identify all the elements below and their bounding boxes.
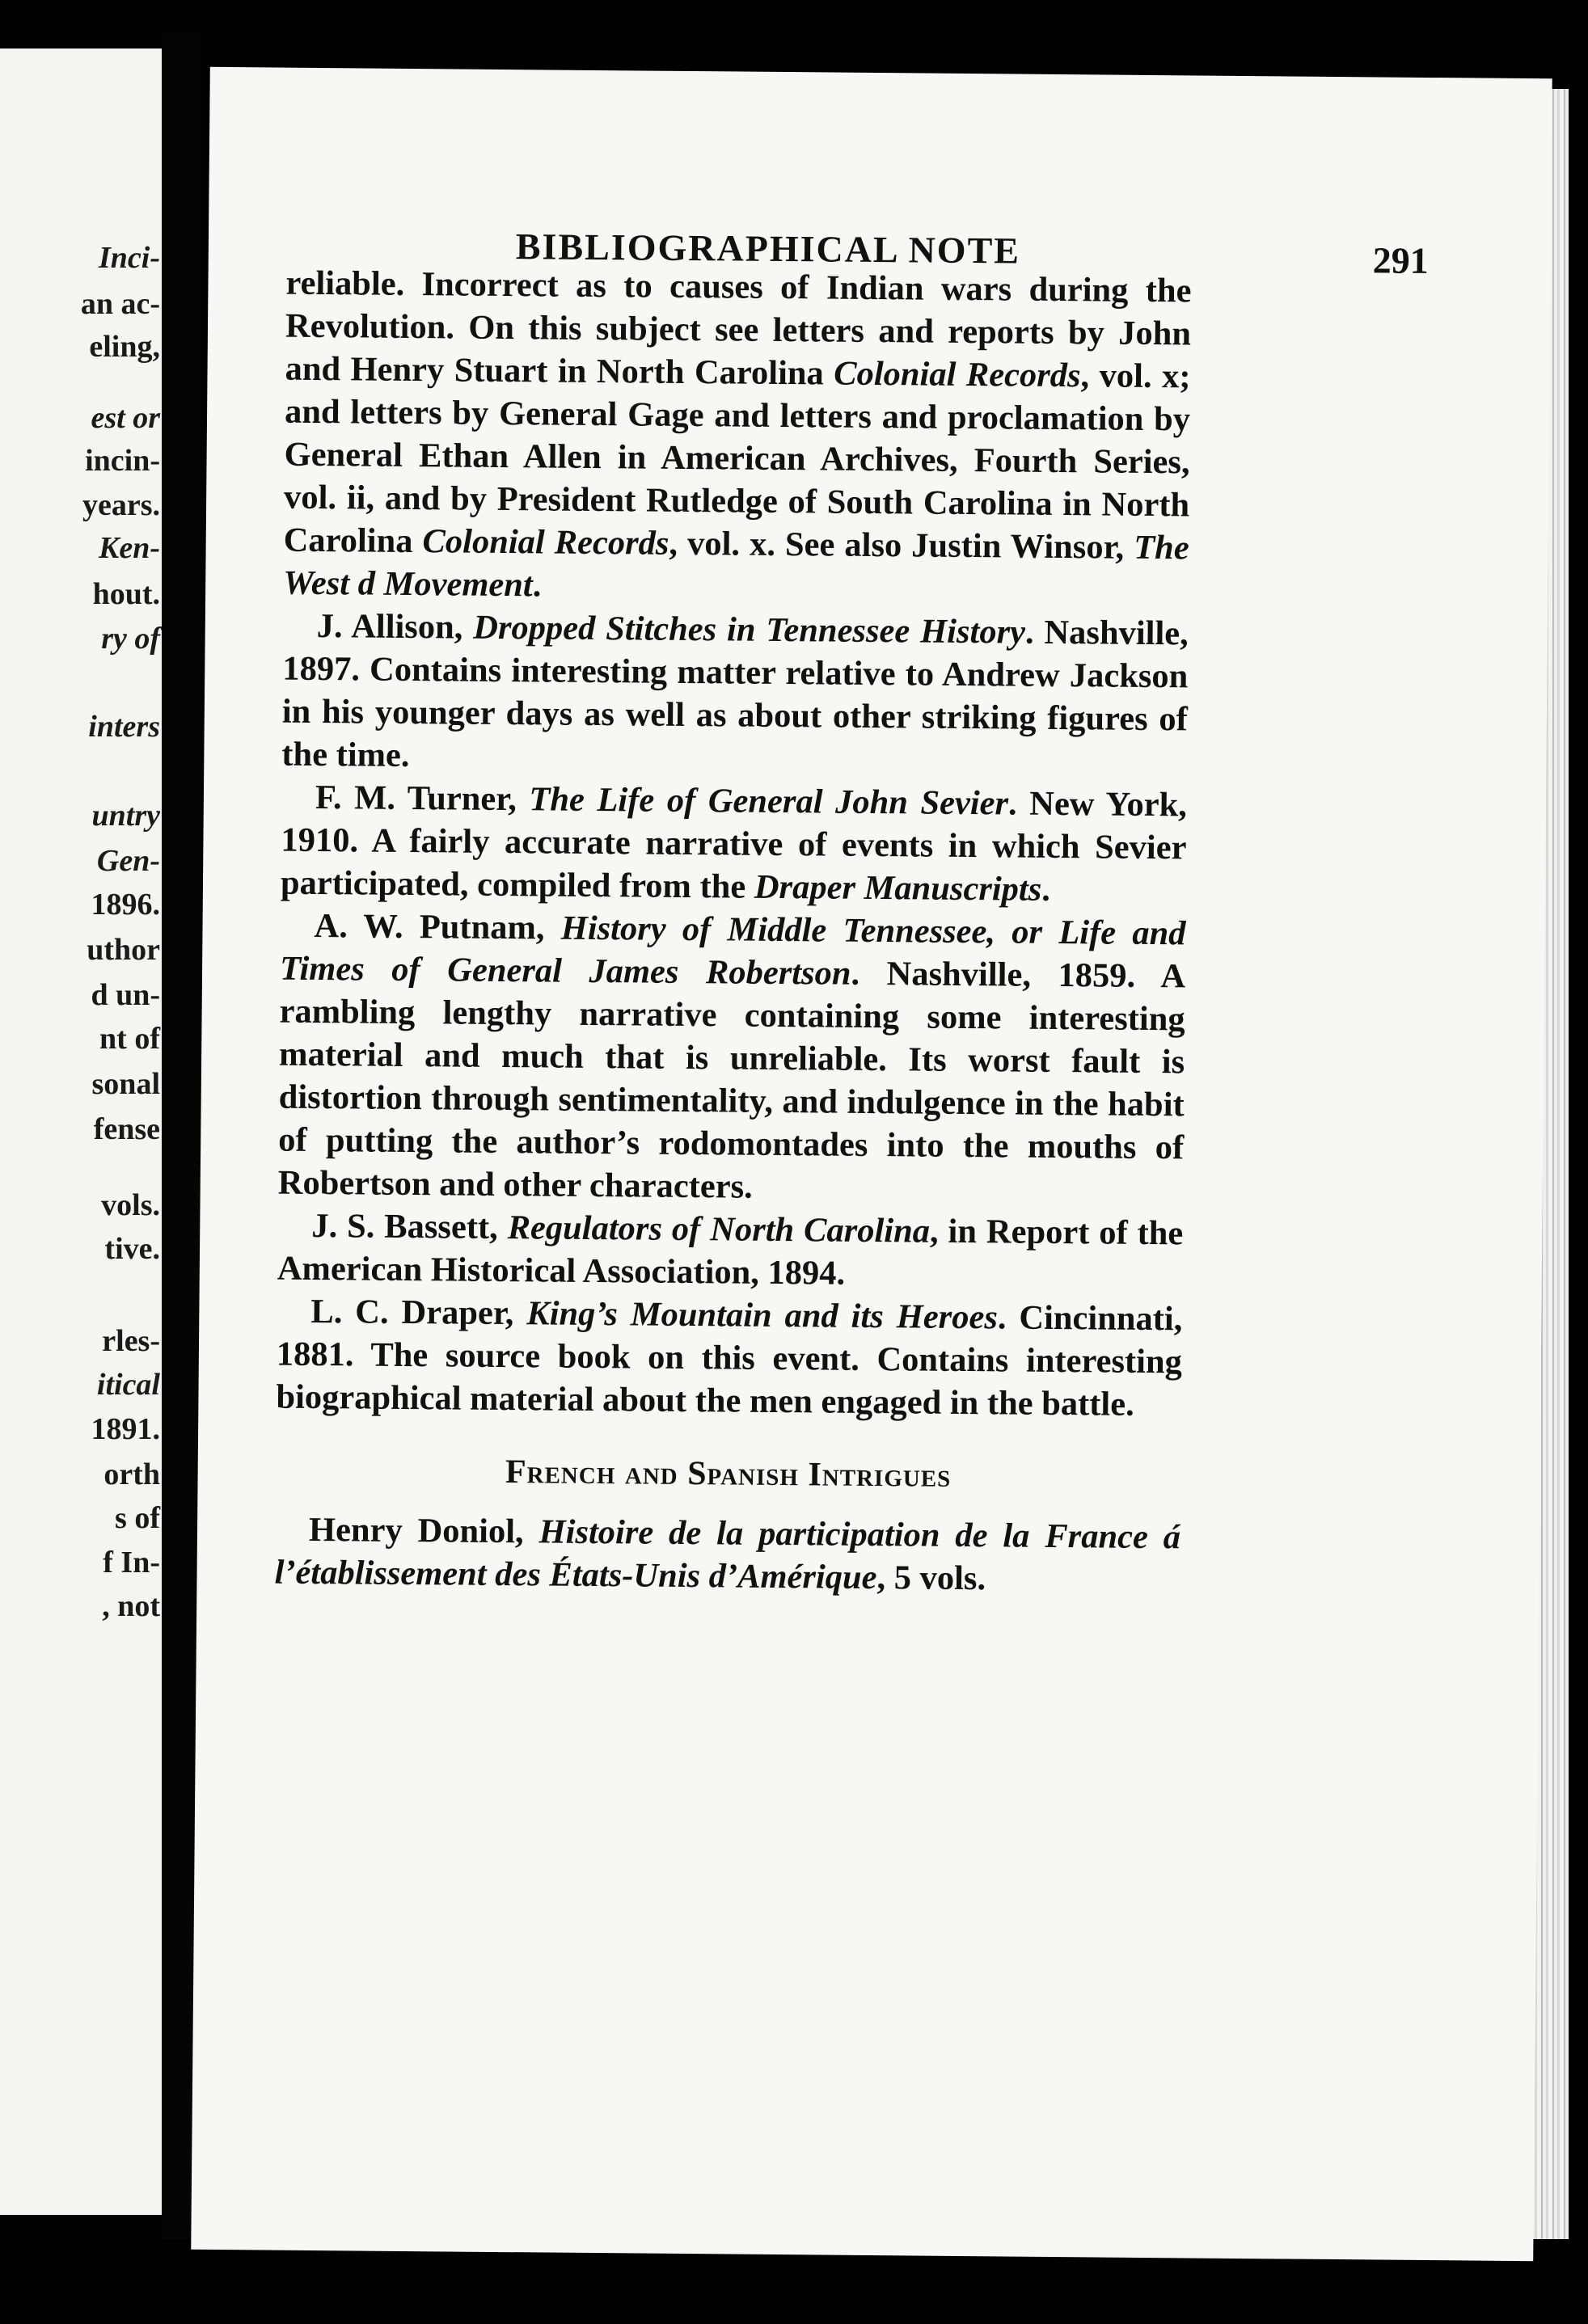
text-segment: . — [1041, 870, 1051, 909]
italic-title-segment: The Life of General John Sevier — [529, 780, 1009, 823]
text-segment: L. C. Draper, — [310, 1292, 527, 1333]
left-page-line-fragment: fense — [93, 1112, 160, 1146]
text-segment: , 5 vols. — [876, 1558, 986, 1598]
bibliography-entry — [281, 605, 1189, 784]
right-page — [191, 67, 1552, 2261]
italic-title-segment: d Movement — [357, 564, 533, 605]
left-page-line-fragment: 1896. — [91, 888, 160, 922]
italic-title-segment: The West — [283, 528, 1189, 603]
text-segment: . Cincinnati, 1881. The source book on this event. Contains interesting biographical material about the men engaged in the battle. — [276, 1298, 1183, 1424]
text-segment: , vol. x; and letters by General Gage and letters and proclamation by General Ethan Allen in American Archives, Fourth Series, vol. ii, and by President Rutledge of South Carolina in North Carolina — [283, 356, 1191, 561]
left-page-line-fragment: incin- — [85, 444, 160, 478]
italic-title-segment: History of Middle Tennessee, or Life and Times of General James Robertson — [279, 909, 1186, 993]
left-page-line-fragment: ry of — [101, 622, 160, 656]
italic-title-segment: King’s Mountain and its Heroes — [526, 1294, 999, 1337]
left-page-line-fragment: d un- — [91, 978, 160, 1012]
text-segment: . New York, 1910. A fairly accurate narrative of events in which Sevier participated, compiled from the — [280, 784, 1188, 906]
section-heading: French and Spanish Intrigues — [505, 1453, 952, 1495]
italic-title-segment: Colonial Records — [834, 354, 1081, 395]
text-segment: . — [532, 566, 542, 605]
italic-title-segment: Dropped Stitches in Tennessee History — [473, 608, 1026, 652]
text-segment: , vol. x. See also Justin Winsor, — [669, 524, 1134, 567]
bibliography-entry — [277, 1204, 1184, 1298]
text-segment: . Nashville, 1859. A rambling lengthy narrative containing some interesting material and much that is unreliable. Its worst fault is distortion through sentimentality, and indulgence in the habit of putting the author’s rodomontades into the mouths of Robertson and other characters. — [277, 954, 1186, 1206]
left-page-line-fragment: 1891. — [91, 1412, 160, 1446]
left-page-line-fragment: eling, — [89, 330, 160, 364]
text-segment: . Nashville, 1897. Contains interesting matter relative to Andrew Jackson in his younger days as well as about other striking figures of the time. — [281, 613, 1189, 774]
italic-title-segment: Regulators of North Carolina — [507, 1208, 931, 1251]
left-page-line-fragment: untry — [91, 799, 160, 833]
left-page-line-fragment: , not — [102, 1589, 160, 1623]
left-page-line-fragment: sonal — [91, 1067, 160, 1101]
running-head: BIBLIOGRAPHICAL NOTE — [515, 226, 1021, 272]
text-segment: reliable. Incorrect as to causes of Indian wars during the Revolution. On this subject see letters and reports by John and Henry Stuart in North Carolina — [285, 264, 1192, 393]
page-number: 291 — [1372, 239, 1430, 281]
text-segment: J. Allison, — [316, 606, 474, 647]
text-segment: J. S. Bassett, — [311, 1206, 508, 1247]
left-page-line-fragment: f In- — [103, 1546, 160, 1580]
left-page-line-fragment: Ken- — [99, 531, 160, 565]
text-segment: Henry Doniol, — [308, 1510, 539, 1551]
left-page-line-fragment: orth — [103, 1457, 160, 1491]
left-page-line-fragment: vols. — [101, 1188, 160, 1222]
left-page-line-fragment: tive. — [104, 1232, 160, 1266]
left-facing-page — [0, 49, 162, 2215]
left-page-line-fragment: est or — [91, 401, 160, 435]
italic-title-segment: Histoire de la participation de la France á l’établissement des États-Unis d’Amérique — [274, 1512, 1181, 1597]
bibliography-entry — [278, 905, 1186, 1213]
left-page-line-fragment: Inci- — [99, 241, 160, 275]
left-page-line-fragment: Gen- — [96, 844, 160, 878]
italic-title-segment: Draper Manuscripts — [754, 867, 1042, 909]
left-page-line-fragment: nt of — [99, 1022, 160, 1056]
bibliography-text — [274, 262, 1191, 1602]
left-page-line-fragment: itical — [96, 1368, 160, 1402]
left-page-line-fragment: years. — [82, 488, 160, 522]
text-segment: F. M. Turner, — [315, 778, 530, 819]
left-page-line-fragment: an ac- — [80, 287, 160, 321]
left-page-line-fragment: uthor — [87, 933, 160, 967]
text-segment: A. W. Putnam, — [314, 906, 561, 947]
italic-title-segment: Colonial Records — [422, 522, 669, 563]
left-page-line-fragment: hout. — [92, 577, 160, 611]
left-page-line-fragment: rles- — [102, 1324, 160, 1358]
bibliography-entry — [283, 262, 1192, 613]
left-page-line-fragment: s of — [115, 1501, 160, 1535]
text-segment: , in Report of the American Historical Association, 1894. — [277, 1212, 1184, 1293]
left-page-line-fragment: inters — [88, 710, 160, 744]
bibliography-entry — [281, 776, 1187, 913]
bibliography-entry — [276, 1290, 1182, 1427]
bibliography-entry — [274, 1508, 1180, 1602]
